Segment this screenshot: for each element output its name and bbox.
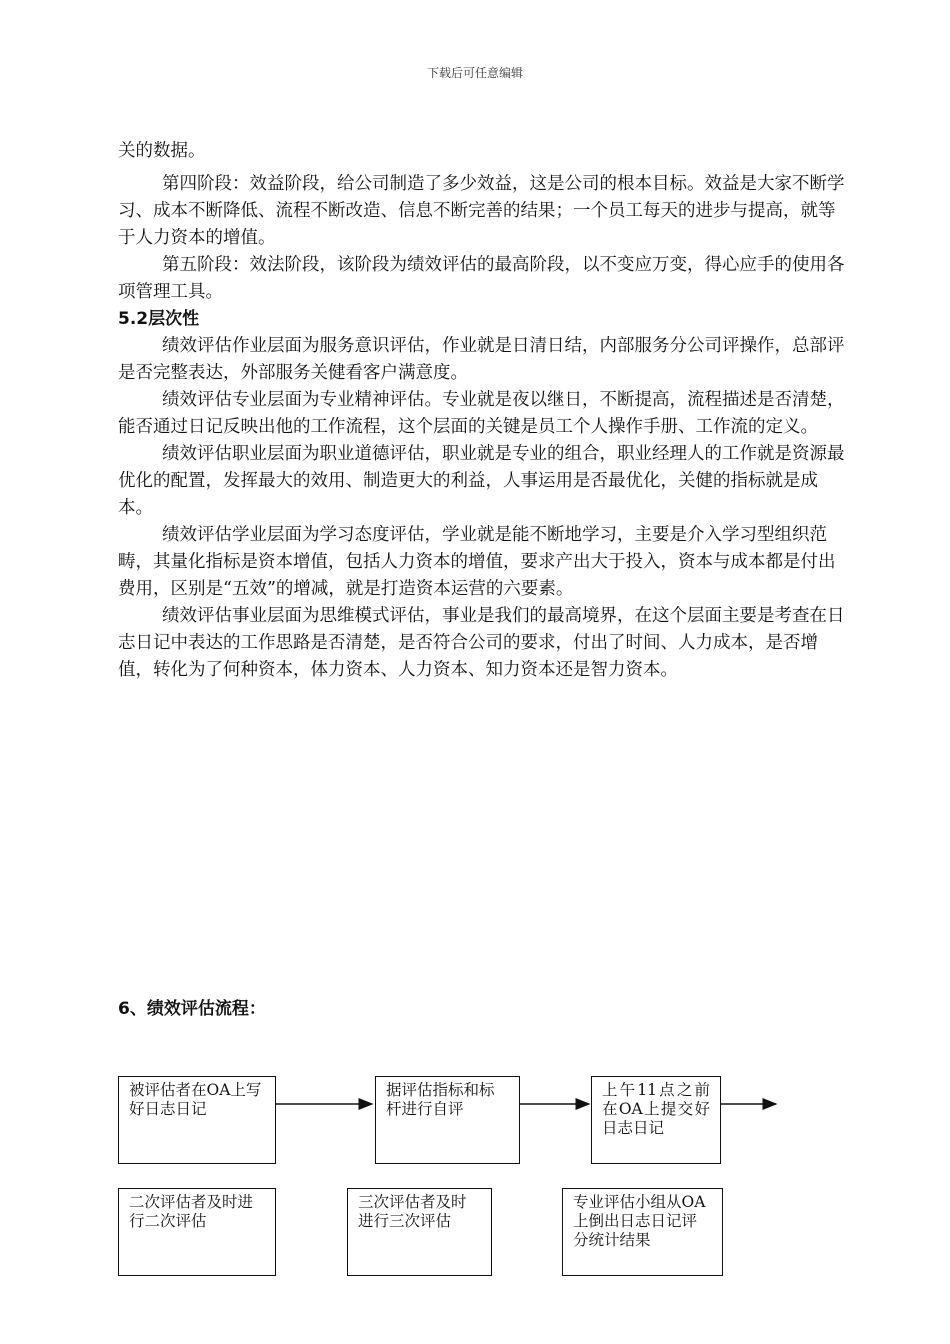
paragraph: 绩效评估事业层面为思维模式评估，事业是我们的最高境界，在这个层面主要是考查在日志日记中表达的工作思路是否清楚，是否符合公司的要求，付出了时间、人力成本，是否增值，转化为了何种资本，体力资本、人力资本、知力资本还是智力资本。 bbox=[118, 606, 845, 680]
paragraph: 关的数据。 bbox=[118, 141, 206, 161]
flow-title: 6、绩效评估流程： bbox=[118, 999, 266, 1019]
flow-box-third-evaluation: 三次评估者及时进行三次评估 bbox=[347, 1188, 492, 1276]
paragraph: 第五阶段：效法阶段，该阶段为绩效评估的最高阶段，以不变应万变，得心应手的使用各项管理工具。 bbox=[118, 255, 845, 302]
flow-box-export-results: 专业评估小组从OA上倒出日志日记评分统计结果 bbox=[562, 1188, 723, 1276]
paragraph: 第四阶段：效益阶段，给公司制造了多少效益，这是公司的根本目标。效益是大家不断学习、成本不断降低、流程不断改造、信息不断完善的结果；一个员工每天的进步与提高，就等于人力资本的增值。 bbox=[118, 174, 845, 248]
flow-box-second-evaluation: 二次评估者及时进行二次评估 bbox=[118, 1188, 276, 1276]
flow-box-self-evaluate: 据评估指标和标杆进行自评 bbox=[375, 1076, 520, 1164]
paragraph: 绩效评估职业层面为职业道德评估，职业就是专业的组合，职业经理人的工作就是资源最优化的配置，发挥最大的效用、制造更大的利益，人事运用是否最优化，关健的指标就是成本。 bbox=[118, 444, 845, 518]
section-heading: 5.2层次性 bbox=[118, 309, 200, 329]
paragraph: 绩效评估学业层面为学习态度评估，学业就是能不断地学习，主要是介入学习型组织范畴，其量化指标是资本增值，包括人力资本的增值，要求产出大于投入，资本与成本都是付出费用，区别是“五效”的增减，就是打造资本运营的六要素。 bbox=[118, 525, 836, 599]
flow-box-submit-diary: 上午11点之前在OA上提交好日志日记 bbox=[591, 1076, 721, 1164]
page-header: 下载后可任意编辑 bbox=[426, 66, 523, 80]
paragraph: 绩效评估专业层面为专业精神评估。专业就是夜以继日，不断提高，流程描述是否清楚，能否通过日记反映出他的工作流程，这个层面的关键是员工个人操作手册、工作流的定义。 bbox=[118, 390, 845, 437]
flow-box-write-diary: 被评估者在OA上写好日志日记 bbox=[118, 1076, 276, 1164]
paragraph: 绩效评估作业层面为服务意识评估，作业就是日清日结，内部服务分公司评操作，总部评是否完整表达，外部服务关健看客户满意度。 bbox=[118, 336, 845, 383]
